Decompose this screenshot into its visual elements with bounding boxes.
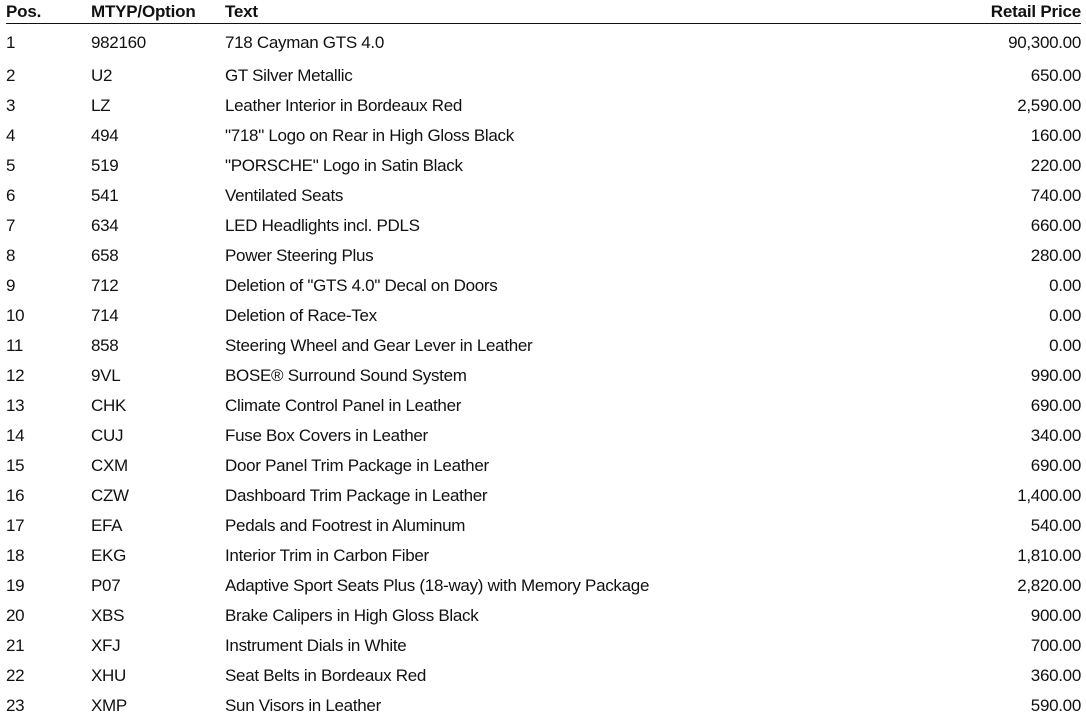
header-text: Text (225, 0, 845, 24)
table-row (6, 601, 1081, 631)
row-text: Ventilated Seats (225, 181, 845, 211)
table-row (6, 241, 1081, 271)
table-row (6, 61, 1081, 91)
row-option-code: U2 (91, 61, 225, 91)
row-option-code: 9VL (91, 361, 225, 391)
row-pos: 16 (6, 481, 91, 511)
row-pos: 3 (6, 91, 91, 121)
options-price-table (6, 0, 1081, 721)
table-row (6, 691, 1081, 721)
row-retail-price: 2,590.00 (845, 91, 1081, 121)
table-row (6, 421, 1081, 451)
row-retail-price: 1,810.00 (845, 541, 1081, 571)
row-option-code: 982160 (91, 24, 225, 62)
row-option-code: EKG (91, 541, 225, 571)
row-text: Power Steering Plus (225, 241, 845, 271)
table-row (6, 361, 1081, 391)
row-text: Deletion of "GTS 4.0" Decal on Doors (225, 271, 845, 301)
row-pos: 15 (6, 451, 91, 481)
table-row (6, 571, 1081, 601)
row-pos: 12 (6, 361, 91, 391)
row-pos: 21 (6, 631, 91, 661)
table-row (6, 391, 1081, 421)
row-text: Steering Wheel and Gear Lever in Leather (225, 331, 845, 361)
row-retail-price: 2,820.00 (845, 571, 1081, 601)
row-option-code: 658 (91, 241, 225, 271)
row-retail-price: 160.00 (845, 121, 1081, 151)
row-option-code: CHK (91, 391, 225, 421)
header-row (6, 0, 1081, 24)
row-option-code: EFA (91, 511, 225, 541)
row-pos: 5 (6, 151, 91, 181)
row-option-code: LZ (91, 91, 225, 121)
row-text: Sun Visors in Leather (225, 691, 845, 721)
row-option-code: CUJ (91, 421, 225, 451)
table-header (6, 0, 1081, 24)
row-text: Deletion of Race-Tex (225, 301, 845, 331)
row-retail-price: 0.00 (845, 331, 1081, 361)
table-row (6, 631, 1081, 661)
row-pos: 20 (6, 601, 91, 631)
row-pos: 19 (6, 571, 91, 601)
row-retail-price: 220.00 (845, 151, 1081, 181)
row-text: Door Panel Trim Package in Leather (225, 451, 845, 481)
row-text: Fuse Box Covers in Leather (225, 421, 845, 451)
row-text: 718 Cayman GTS 4.0 (225, 24, 845, 62)
table-row (6, 301, 1081, 331)
row-retail-price: 690.00 (845, 451, 1081, 481)
row-option-code: 494 (91, 121, 225, 151)
row-pos: 6 (6, 181, 91, 211)
row-retail-price: 690.00 (845, 391, 1081, 421)
row-text: Interior Trim in Carbon Fiber (225, 541, 845, 571)
table-row (6, 481, 1081, 511)
row-option-code: 541 (91, 181, 225, 211)
row-text: "PORSCHE" Logo in Satin Black (225, 151, 845, 181)
row-pos: 9 (6, 271, 91, 301)
row-retail-price: 280.00 (845, 241, 1081, 271)
row-text: "718" Logo on Rear in High Gloss Black (225, 121, 845, 151)
table-row (6, 151, 1081, 181)
row-retail-price: 1,400.00 (845, 481, 1081, 511)
row-retail-price: 90,300.00 (845, 24, 1081, 62)
table-row (6, 541, 1081, 571)
row-option-code: 858 (91, 331, 225, 361)
table-row (6, 211, 1081, 241)
row-pos: 18 (6, 541, 91, 571)
row-text: GT Silver Metallic (225, 61, 845, 91)
table-row (6, 511, 1081, 541)
row-pos: 17 (6, 511, 91, 541)
row-text: LED Headlights incl. PDLS (225, 211, 845, 241)
row-retail-price: 740.00 (845, 181, 1081, 211)
row-pos: 2 (6, 61, 91, 91)
header-pos: Pos. (6, 0, 91, 24)
row-retail-price: 990.00 (845, 361, 1081, 391)
row-retail-price: 340.00 (845, 421, 1081, 451)
row-retail-price: 540.00 (845, 511, 1081, 541)
table-row (6, 24, 1081, 62)
header-retail-price: Retail Price (845, 0, 1081, 24)
row-pos: 22 (6, 661, 91, 691)
row-text: Adaptive Sport Seats Plus (18-way) with Memory Package (225, 571, 845, 601)
row-text: BOSE® Surround Sound System (225, 361, 845, 391)
row-text: Leather Interior in Bordeaux Red (225, 91, 845, 121)
row-text: Pedals and Footrest in Aluminum (225, 511, 845, 541)
row-pos: 10 (6, 301, 91, 331)
table-row (6, 271, 1081, 301)
row-text: Instrument Dials in White (225, 631, 845, 661)
row-pos: 13 (6, 391, 91, 421)
row-pos: 8 (6, 241, 91, 271)
row-option-code: P07 (91, 571, 225, 601)
row-option-code: XMP (91, 691, 225, 721)
row-option-code: XHU (91, 661, 225, 691)
row-retail-price: 700.00 (845, 631, 1081, 661)
row-pos: 14 (6, 421, 91, 451)
table-row (6, 661, 1081, 691)
row-retail-price: 900.00 (845, 601, 1081, 631)
row-text: Dashboard Trim Package in Leather (225, 481, 845, 511)
row-text: Brake Calipers in High Gloss Black (225, 601, 845, 631)
row-pos: 1 (6, 24, 91, 62)
row-option-code: 634 (91, 211, 225, 241)
row-retail-price: 650.00 (845, 61, 1081, 91)
table-body (6, 24, 1081, 721)
row-option-code: 712 (91, 271, 225, 301)
row-option-code: 519 (91, 151, 225, 181)
table-row (6, 121, 1081, 151)
row-text: Climate Control Panel in Leather (225, 391, 845, 421)
row-option-code: CXM (91, 451, 225, 481)
header-option-code: MTYP/Option (91, 0, 225, 24)
row-retail-price: 590.00 (845, 691, 1081, 721)
row-option-code: 714 (91, 301, 225, 331)
row-retail-price: 360.00 (845, 661, 1081, 691)
row-text: Seat Belts in Bordeaux Red (225, 661, 845, 691)
row-pos: 4 (6, 121, 91, 151)
row-pos: 11 (6, 331, 91, 361)
row-pos: 23 (6, 691, 91, 721)
table-row (6, 181, 1081, 211)
row-pos: 7 (6, 211, 91, 241)
row-option-code: XFJ (91, 631, 225, 661)
row-option-code: XBS (91, 601, 225, 631)
table-row (6, 91, 1081, 121)
row-retail-price: 0.00 (845, 301, 1081, 331)
row-retail-price: 660.00 (845, 211, 1081, 241)
row-option-code: CZW (91, 481, 225, 511)
table-row (6, 451, 1081, 481)
row-retail-price: 0.00 (845, 271, 1081, 301)
table-row (6, 331, 1081, 361)
